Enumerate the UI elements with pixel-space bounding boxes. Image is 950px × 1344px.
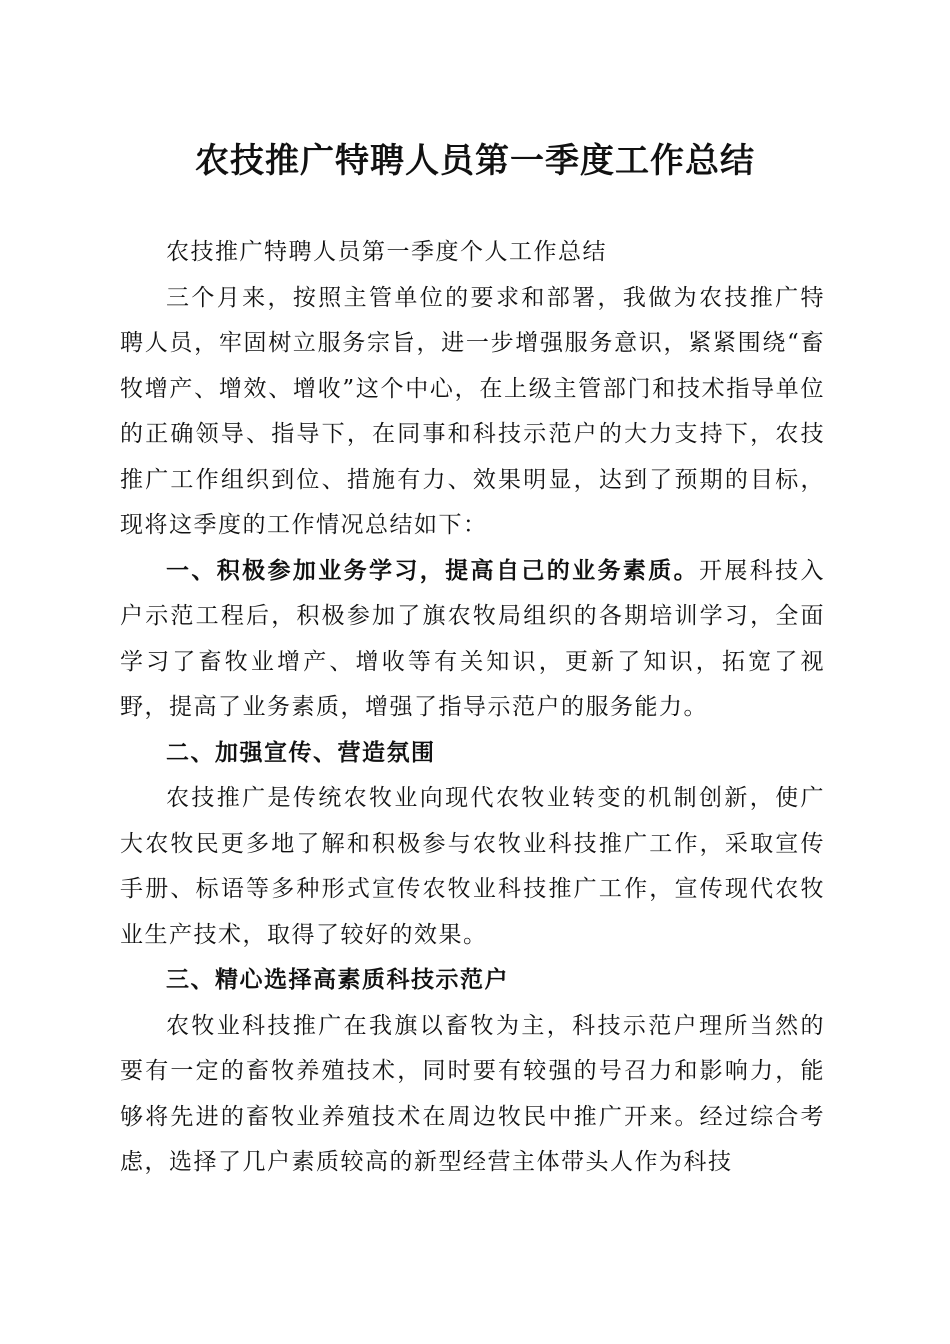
section-3-heading: 三、精心选择高素质科技示范户	[166, 967, 509, 993]
section-1-heading: 一、积极参加业务学习，提高自己的业务素质。	[166, 557, 699, 584]
section-1-paragraph	[120, 549, 825, 731]
section-1-text: 开展科技入户示范工程后，积极参加了旗农牧局组织的各期培训学习，全面学习了畜牧业增产、增收等有关知识，更新了知识，拓宽了视野，提高了业务素质，增强了指导示范户的服务能力。	[120, 557, 826, 720]
document-subtitle: 农技推广特聘人员第一季度个人工作总结	[166, 239, 607, 265]
document-body	[120, 230, 825, 1186]
document-title: 农技推广特聘人员第一季度工作总结	[195, 141, 755, 181]
section-3-paragraph: 农牧业科技推广在我旗以畜牧为主，科技示范户理所当然的要有一定的畜牧养殖技术，同时要有较强的号召力和影响力，能够将先进的畜牧业养殖技术在周边牧民中推广开来。经过综合考虑，选择了几户素质较高的新型经营主体带头人作为科技	[120, 1012, 825, 1175]
section-2-heading: 二、加强宣传、营造氛围	[166, 739, 436, 766]
section-2-paragraph: 农技推广是传统农牧业向现代农牧业转变的机制创新，使广大农牧民更多地了解和积极参与农牧业科技推广工作，采取宣传手册、标语等多种形式宣传农牧业科技推广工作，宣传现代农牧业生产技术，取得了较好的效果。	[120, 785, 825, 948]
intro-paragraph: 三个月来，按照主管单位的要求和部署，我做为农技推广特聘人员，牢固树立服务宗旨，进一步增强服务意识，紧紧围绕“畜牧增产、增效、增收”这个中心，在上级主管部门和技术指导单位的正确领导、指导下，在同事和科技示范户的大力支持下，农技推广工作组织到位、措施有力、效果明显，达到了预期的目标，现将这季度的工作情况总结如下：	[120, 284, 825, 538]
